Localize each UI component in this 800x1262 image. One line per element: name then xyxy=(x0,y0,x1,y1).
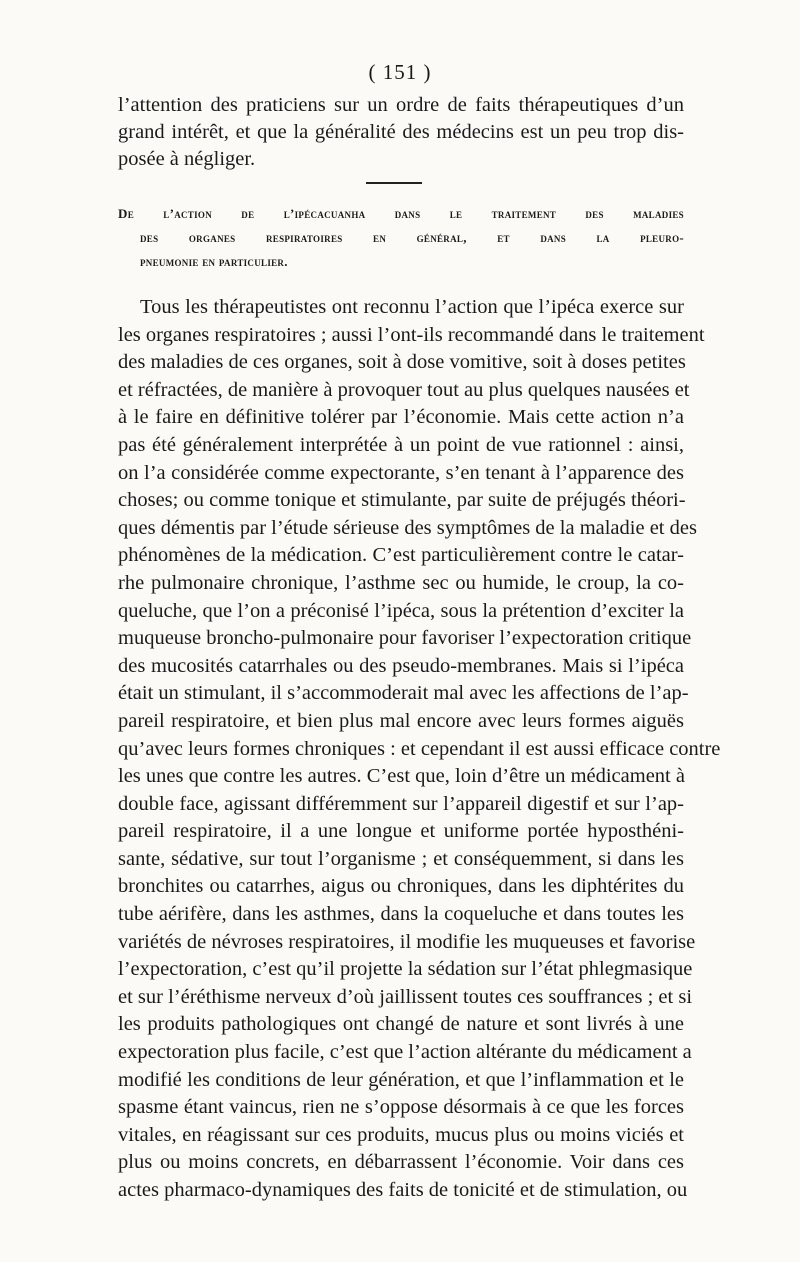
text-line: bronchites ou catarrhes, aigus ou chroniques, dans les diphtérites du xyxy=(118,875,684,898)
text-line: l’expectoration, c’est qu’il projette la sédation sur l’état phlegmasique xyxy=(118,958,693,981)
text-line: les produits pathologiques ont changé de nature et sont livrés à une xyxy=(118,1013,684,1036)
heading-line: pneumonie en particulier. xyxy=(140,254,288,269)
heading-line: De l’action de l’ipécacuanha dans le traitement des maladies xyxy=(118,206,684,221)
text-line: double face, agissant différemment sur l’appareil digestif et sur l’ap- xyxy=(118,792,684,815)
text-line: modifié les conditions de leur génération, et que l’inflammation et le xyxy=(118,1068,684,1091)
text-line: tube aérifère, dans les asthmes, dans la coqueluche et dans toutes les xyxy=(118,903,684,926)
text-line: vitales, en réagissant sur ces produits, mucus plus ou moins viciés et xyxy=(118,1123,684,1146)
text-line: spasme étant vaincus, rien ne s’oppose désormais à ce que les forces xyxy=(118,1096,684,1119)
text-line: plus ou moins concrets, en débarrassent l’économie. Voir dans ces xyxy=(118,1151,684,1174)
section-heading xyxy=(118,202,684,274)
text-line: muqueuse broncho-pulmonaire pour favoriser l’expectoration critique xyxy=(118,627,692,650)
text-line: était un stimulant, il s’accommoderait mal avec les affections de l’ap- xyxy=(118,682,689,705)
text-line: on l’a considérée comme expectorante, s’en tenant à l’apparence des xyxy=(118,461,684,484)
text-line: sante, sédative, sur tout l’organisme ; et conséquemment, si dans les xyxy=(118,847,684,870)
opening-paragraph xyxy=(118,92,684,173)
heading-line: des organes respiratoires en général, et dans la pleuro- xyxy=(140,230,684,245)
text-line: ques démentis par l’étude sérieuse des symptômes de la maladie et des xyxy=(118,516,697,539)
text-line: choses; ou comme tonique et stimulante, par suite de préjugés théori- xyxy=(118,489,686,512)
text-line: pareil respiratoire, il a une longue et uniforme portée hyposthéni- xyxy=(118,820,684,843)
page-number: ( 151 ) xyxy=(368,60,432,84)
text-line: actes pharmaco-dynamiques des faits de tonicité et de stimulation, ou xyxy=(118,1179,688,1201)
text-line: variétés de névroses respiratoires, il modifie les muqueuses et favorise xyxy=(118,930,696,953)
text-line: qu’avec leurs formes chroniques : et cependant il est aussi efficace contre xyxy=(118,737,721,760)
text-line: et réfractées, de manière à provoquer tout au plus quelques nausées et xyxy=(118,378,690,401)
text-line: rhe pulmonaire chronique, l’asthme sec ou humide, le croup, la co- xyxy=(118,571,684,594)
text-line: expectoration plus facile, c’est que l’action altérante du médicament a xyxy=(118,1041,692,1064)
text-line: des mucosités catarrhales ou des pseudo-membranes. Mais si l’ipéca xyxy=(118,654,684,677)
text-line: grand intérêt, et que la généralité des médecins est un peu trop dis- xyxy=(118,121,684,143)
text-line: posée à négliger. xyxy=(118,148,256,170)
text-line: queluche, que l’on a préconisé l’ipéca, sous la prétention d’exciter la xyxy=(118,599,684,622)
text-line: pareil respiratoire, et bien plus mal encore avec leurs formes aiguës xyxy=(118,709,684,732)
text-line: et sur l’éréthisme nerveux d’où jaillissent toutes ces souffrances ; et si xyxy=(118,985,693,1008)
section-divider xyxy=(366,182,422,184)
text-line: l’attention des praticiens sur un ordre de faits thérapeutiques d’un xyxy=(118,94,684,116)
text-line: à le faire en définitive tolérer par l’économie. Mais cette action n’a xyxy=(118,406,684,429)
text-line: Tous les thérapeutistes ont reconnu l’action que l’ipéca exerce sur xyxy=(140,296,684,318)
text-line: pas été généralement interprétée à un point de vue rationnel : ainsi, xyxy=(118,433,684,456)
text-line: phénomènes de la médication. C’est particulièrement contre le catar- xyxy=(118,544,684,567)
body-paragraph xyxy=(118,294,721,1205)
text-line: les organes respiratoires ; aussi l’ont-ils recommandé dans le traitement xyxy=(118,323,705,346)
text-line: les unes que contre les autres. C’est que, loin d’être un médicament à xyxy=(118,765,685,788)
text-line: des maladies de ces organes, soit à dose vomitive, soit à doses petites xyxy=(118,351,686,374)
